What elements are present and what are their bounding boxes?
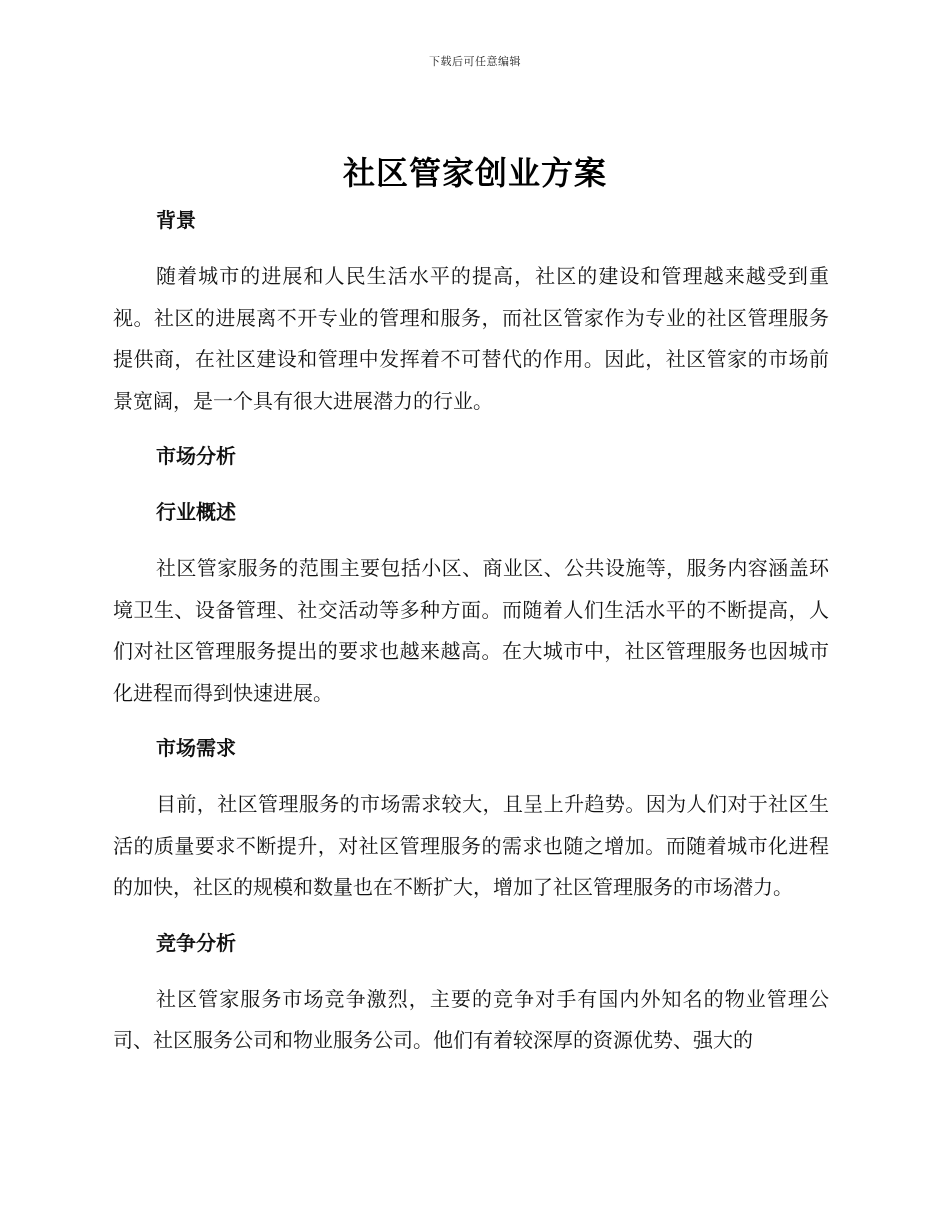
- paragraph-industry-overview: 社区管家服务的范围主要包括小区、商业区、公共设施等，服务内容涵盖环境卫生、设备管理、社交活动等多种方面。而随着人们生活水平的不断提高，人们对社区管理服务提出的要求也越来越高。在大城市中，社区管理服务也因城市化进程而得到快速进展。: [113, 556, 829, 705]
- document-body: [113, 200, 829, 1062]
- paragraph-market-demand: 目前，社区管理服务的市场需求较大，且呈上升趋势。因为人们对于社区生活的质量要求不断提升，对社区管理服务的需求也随之增加。而随着城市化进程的加快，社区的规模和数量也在不断扩大，增加了社区管理服务的市场潜力。: [113, 792, 829, 899]
- section-heading-market-demand: 市场需求: [156, 736, 236, 760]
- page-title: 社区管家创业方案: [342, 154, 607, 192]
- section-heading-market-analysis: 市场分析: [156, 444, 236, 468]
- paragraph-competition: 社区管家服务市场竞争激烈，主要的竞争对手有国内外知名的物业管理公司、社区服务公司和物业服务公司。他们有着较深厚的资源优势、强大的: [113, 986, 829, 1052]
- paragraph-background: 随着城市的进展和人民生活水平的提高，社区的建设和管理越来越受到重视。社区的进展离不开专业的管理和服务，而社区管家作为专业的社区管理服务提供商，在社区建设和管理中发挥着不可替代的作用。因此，社区管家的市场前景宽阔，是一个具有很大进展潜力的行业。: [113, 264, 829, 413]
- header-note: 下载后可任意编辑: [429, 55, 521, 68]
- section-heading-background: 背景: [156, 208, 196, 232]
- section-heading-competition: 竞争分析: [156, 930, 236, 955]
- section-heading-industry-overview: 行业概述: [156, 500, 236, 524]
